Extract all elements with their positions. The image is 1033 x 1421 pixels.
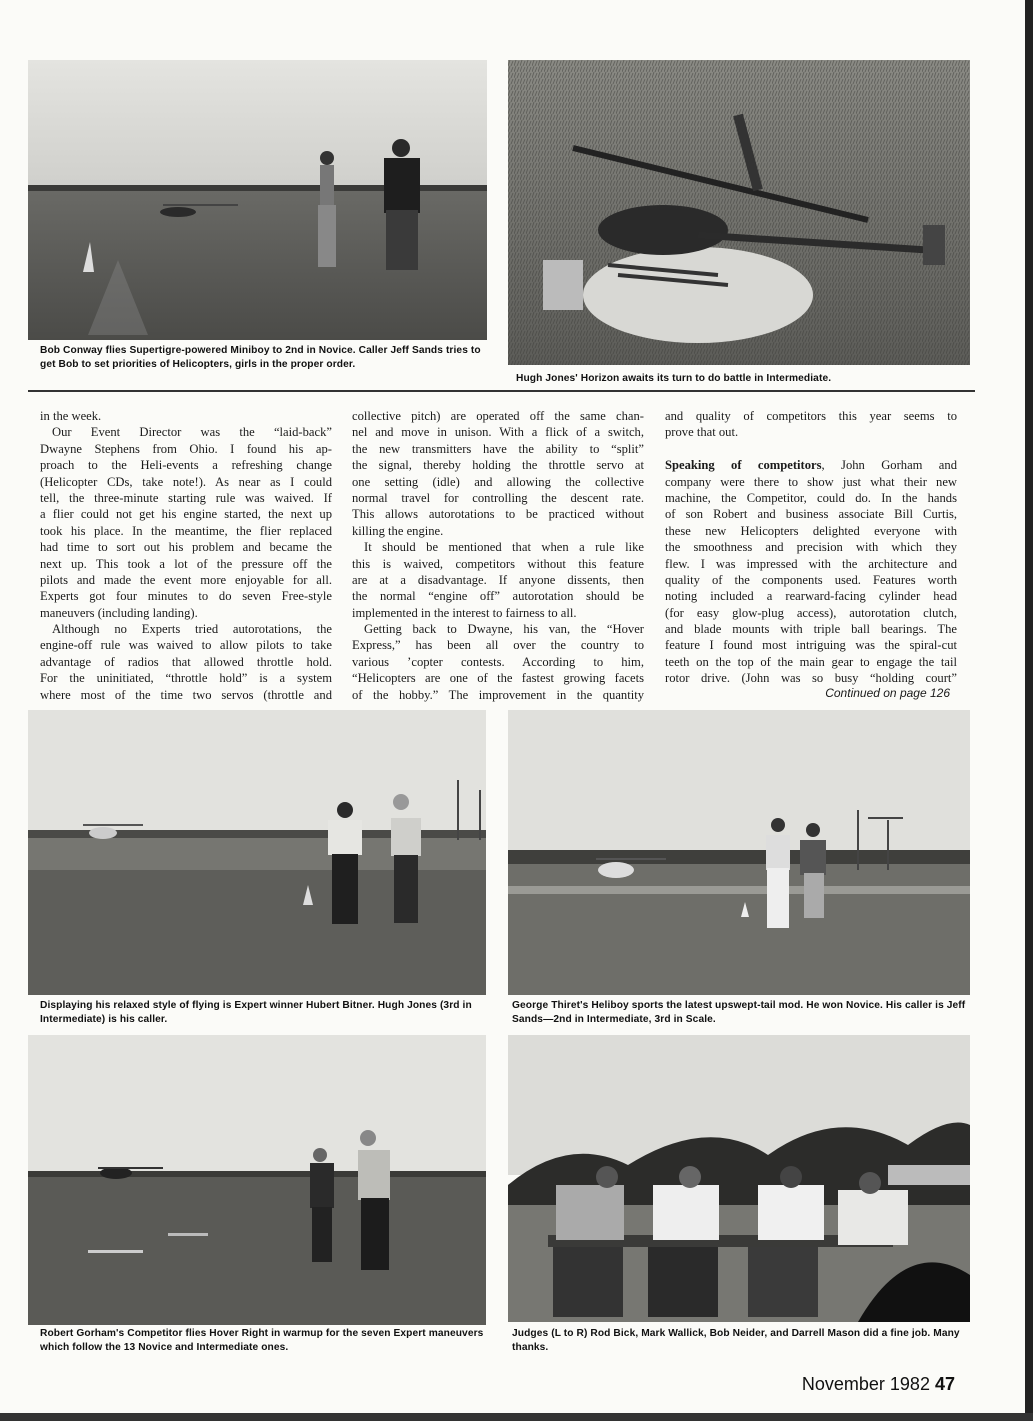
divider-rule (28, 390, 975, 392)
article-line: advantage of radios that allowed throttle hold. (40, 654, 332, 669)
article-line: Our Event Director was the “laid-back” (52, 425, 332, 440)
article-line: the normal “engine off” autorotation should be (352, 589, 644, 604)
article-line-text: , John Gorham and (821, 458, 957, 473)
article-line: where most of the time two servos (throttle and (40, 687, 332, 702)
article-line: It should be mentioned that when a rule like (364, 540, 644, 555)
photo-bob-conway (28, 60, 487, 340)
article-line: in the week. (40, 409, 102, 423)
article-line: this is waived, competitors without this feature (352, 556, 644, 571)
article-line: machine, the Competitor, could do. In the hands (665, 490, 957, 505)
article-line: (Helicopter CDs, take note!). As near as I could (40, 474, 332, 489)
article-line: maneuvers (including landing). (40, 605, 198, 620)
article-line: and quality of competitors this year seems to (665, 409, 957, 423)
photo-hugh-jones-horizon (508, 60, 970, 365)
photo-caption: Robert Gorham's Competitor flies Hover Right in warmup for the seven Expert maneuvers which follow the 13 Novice and Intermediate ones. (40, 1328, 484, 1353)
article-line: various ’copter contests. According to him, (352, 654, 644, 669)
article-line: killing the engine. (352, 523, 444, 538)
article-line: Experts got four minutes to do seven Free-style (40, 589, 332, 604)
article-column-2 (352, 408, 644, 703)
article-line: feature I found most intriguing was the spiral-cut (665, 638, 957, 653)
article-line: tell, the three-minute starting rule was waived. If (40, 490, 332, 505)
photo-caption: Judges (L to R) Rod Bick, Mark Wallick, Bob Neider, and Darrell Mason did a fine job. Many thanks. (512, 1328, 960, 1353)
article-line: and blade mounts with triple ball bearings. The (665, 622, 957, 637)
article-line: Getting back to Dwayne, his van, the “Hover (364, 622, 644, 637)
scan-edge-bottom (0, 1413, 1033, 1421)
article-column-1 (40, 408, 332, 703)
photo-caption: George Thiret's Heliboy sports the latest upswept-tail mod. He won Novice. His caller is Jeff Sands—2nd in Intermediate, 3rd in Scale. (512, 1000, 966, 1025)
article-line: (for easy glow-plug access), autorotation clutch, (665, 605, 957, 620)
page-footer (802, 1374, 955, 1395)
article-line: the new transmitters have the ability to “split” (352, 441, 644, 456)
article-line: collective pitch) are operated off the same chan- (352, 409, 644, 423)
article-line: Express,” has been all over the country to (352, 638, 644, 653)
article-line: flew. I was impressed with the architecture and (665, 556, 957, 571)
article-line: of son Robert and business associate Bill Curtis, (665, 507, 957, 522)
article-line: implemented in the interest to fairness to all. (352, 605, 577, 620)
scan-edge-right (1025, 0, 1033, 1421)
article-line: teeth on the top of the main gear to engage the tail (665, 654, 957, 669)
continued-note: Continued on page 126 (825, 686, 950, 700)
article-line: one setting (idle) and allowing the collective (352, 474, 644, 489)
article-line: next up. This took a lot of the pressure off the (40, 556, 332, 571)
photo-caption: Hugh Jones' Horizon awaits its turn to do battle in Intermediate. (516, 373, 832, 384)
article-line: of the hobby.” The improvement in the quantity (352, 687, 644, 702)
article-line: normal travel for controlling the descent rate. (352, 490, 644, 505)
photo-hubert-bitner (28, 710, 486, 995)
article-line: the signal, thereby holding the throttle servo at (352, 458, 644, 473)
photo-judges (508, 1035, 970, 1322)
article-line: took his place. In the meantime, the flier replaced (40, 523, 332, 538)
photo-caption: Displaying his relaxed style of flying is Expert winner Hubert Bitner. Hugh Jones (3rd in Intermediate) is his caller. (40, 1000, 472, 1025)
photo-robert-gorham (28, 1035, 486, 1325)
article-line: a flier could not get his engine started, the next up (40, 507, 332, 522)
article-line: rotor drive. (John was so busy “holding court” (665, 671, 957, 686)
article-line: “Helicopters are one of the fastest growing facets (352, 671, 644, 686)
article-line: the smoothness and precision with which they (665, 540, 957, 555)
article-line: had time to sort out his problem and became the (40, 540, 332, 555)
article-line: prove that out. (665, 425, 739, 440)
section-lead-in: Speaking of competitors (665, 458, 822, 473)
photo-caption: Bob Conway flies Supertigre-powered Miniboy to 2nd in Novice. Caller Jeff Sands tries to get Bob to set priorities of Helicopters, girls in the proper order. (40, 345, 481, 370)
article-line: For the uninitiated, “throttle hold” is a system (40, 671, 332, 686)
article-line (665, 441, 957, 457)
photo-george-thiret (508, 710, 970, 995)
article-line: these new Helicopters delighted everyone with (665, 523, 957, 538)
article-line: This allows autorotations to be practiced without (352, 507, 644, 522)
page-number: 47 (934, 1374, 955, 1394)
article-line: nel and move in unison. With a flick of a switch, (352, 425, 644, 440)
article-line: Dwayne Stephens from Ohio. I found his ap- (40, 441, 332, 456)
article-line: noting included a rearward-facing cylinder head (665, 589, 957, 604)
article-column-3 (665, 408, 957, 687)
article-line: quality of the components used. Features worth (665, 572, 957, 587)
article-line: are at a disadvantage. If anyone dissents, then (352, 572, 644, 587)
article-line: engine-off rule was waived to allow pilots to take (40, 638, 332, 653)
article-line: proach to the Heli-events a refreshing change (40, 458, 332, 473)
article-line (665, 457, 957, 473)
issue-date: November 1982 (801, 1374, 930, 1394)
article-line: company were there to show just what their new (665, 474, 957, 489)
article-line: pilots and made the event more enjoyable for all. (40, 572, 332, 587)
article-line: Although no Experts tried autorotations, the (52, 622, 332, 637)
